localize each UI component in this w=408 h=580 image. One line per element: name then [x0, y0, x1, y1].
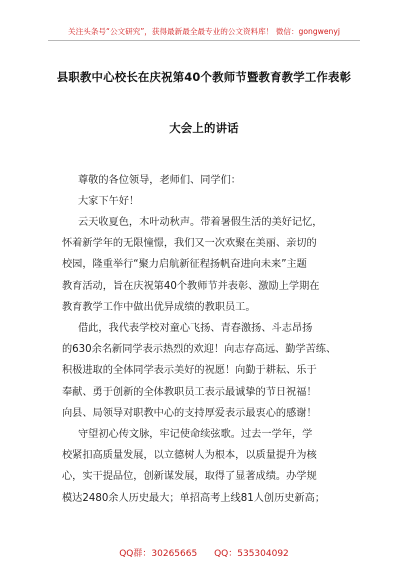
page-title-line-1: 县职教中心校长在庆祝第40个教师节暨教育教学工作表彰 — [56, 70, 352, 84]
paragraph-2-line: 奉献、勇于创新的全体教职员工表示最诚挚的节日祝福！ — [62, 387, 317, 398]
footer-qq-group: QQ群：30265665 — [119, 549, 198, 559]
paragraph-2-line: 积极进取的全体同学表示美好的祝愿！向勤于耕耘、乐于 — [62, 365, 317, 376]
footer-contact — [0, 546, 408, 559]
paragraph-3-line: 守望初心传文脉，牢记使命续弦歌。过去一学年，学 — [78, 429, 313, 440]
paragraph-3-line: 校紧扣高质量发展，以立德树人为根本，以质量提升为核 — [62, 450, 317, 461]
paragraph-1-line: 教育教学工作中做出优异成绩的教职员工。 — [62, 302, 256, 313]
salutation-line: 尊敬的各位领导，老师们、同学们： — [78, 175, 241, 186]
header-note: 关注头条号“公文研究”，获得最新最全最专业的公文资料库！ 微信：gongwenyj — [68, 27, 340, 36]
paragraph-1-line: 怀着新学年的无限憧憬，我们又一次欢聚在美丽、亲切的 — [62, 238, 317, 249]
footer-qq-number: QQ：535304092 — [214, 549, 289, 559]
paragraph-1-line: 教育活动，旨在庆祝第40个教师节并表彰、激励上学期在 — [62, 281, 320, 292]
greeting-line: 大家下午好！ — [78, 196, 140, 207]
paragraph-3-line: 模达2480余人历史最大；单招高考上线81人创历史新高； — [62, 493, 326, 504]
paragraph-3-line: 心，实干提品位，创新谋发展，取得了显著成绩。办学规 — [62, 471, 317, 482]
header-divider — [48, 40, 360, 41]
paragraph-1-line: 校园，隆重举行“聚力启航新征程扬帆奋进向未来”主题 — [62, 259, 307, 270]
paragraph-2-line: 向县、局领导对职教中心的支持厚爱表示最衷心的感谢！ — [62, 408, 317, 419]
paragraph-1-line: 云天收夏色，木叶动秋声。带着暑假生活的美好记忆， — [78, 217, 323, 228]
paragraph-2-line: 借此，我代表学校对童心飞扬、青春激扬、斗志昂扬 — [78, 323, 313, 334]
paragraph-2-line: 的630余名新同学表示热烈的欢迎！向志存高远、勤学苦练、 — [62, 344, 337, 355]
page-title-line-2: 大会上的讲话 — [169, 121, 239, 135]
